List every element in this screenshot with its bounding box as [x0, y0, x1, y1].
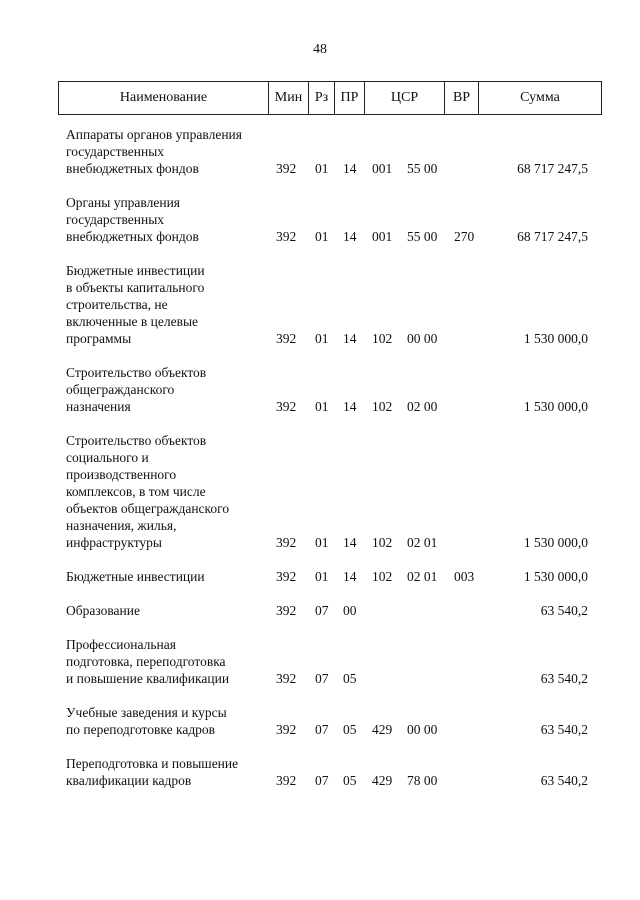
row-csr-code: 102	[372, 535, 393, 550]
row-min: 392	[276, 773, 297, 788]
header-csr: ЦСР	[365, 82, 445, 114]
row-pr: 14	[343, 535, 357, 550]
row-rz: 07	[315, 603, 329, 618]
row-min: 392	[276, 229, 297, 244]
row-sum: 63 540,2	[540, 773, 588, 788]
row-csr-sub: 55 00	[407, 229, 438, 244]
header-name: Наименование	[59, 82, 269, 114]
row-name: Переподготовка и повышение квалификации кадров	[66, 756, 239, 788]
row-csr-code: 429	[372, 773, 393, 788]
row-rz: 07	[315, 722, 329, 737]
row-pr: 14	[343, 569, 357, 584]
row-pr: 05	[343, 671, 357, 686]
row-csr-sub: 55 00	[407, 161, 438, 176]
row-csr-code: 102	[372, 569, 393, 584]
row-min: 392	[276, 399, 297, 414]
row-min: 392	[276, 161, 297, 176]
header-sum: Сумма	[520, 90, 560, 105]
row-sum: 63 540,2	[540, 722, 588, 737]
row-rz: 01	[315, 331, 329, 346]
row-sum: 63 540,2	[540, 671, 588, 686]
row-csr-code: 001	[372, 229, 393, 244]
row-csr-sub: 02 01	[407, 569, 438, 584]
row-name: Профессиональная подготовка, переподготовка и повышение квалификации	[66, 637, 230, 686]
row-sum: 68 717 247,5	[517, 229, 588, 244]
row-name: Учебные заведения и курсы по переподготовке кадров	[66, 705, 227, 737]
table-row	[0, 568, 640, 585]
row-sum: 1 530 000,0	[523, 331, 588, 346]
row-csr-sub: 00 00	[407, 722, 438, 737]
row-name: Строительство объектов общегражданского назначения	[66, 365, 207, 414]
row-sum: 1 530 000,0	[523, 569, 588, 584]
table-row	[0, 704, 640, 738]
row-pr: 14	[343, 161, 357, 176]
row-pr: 14	[343, 331, 357, 346]
row-pr: 05	[343, 773, 357, 788]
header-min: Мин	[269, 82, 309, 114]
table-row	[0, 755, 640, 789]
row-rz: 01	[315, 161, 329, 176]
row-csr-sub: 02 00	[407, 399, 438, 414]
table-row	[0, 602, 640, 619]
row-min: 392	[276, 535, 297, 550]
row-rz: 07	[315, 671, 329, 686]
row-name: Органы управления государственных внебюджетных фондов	[66, 195, 199, 244]
row-name: Аппараты органов управления государственных внебюджетных фондов	[66, 127, 242, 176]
row-name: Строительство объектов социального и производственного комплексов, в том числе объектов общегражданского назначения, жилья, инфраструктуры	[66, 433, 230, 550]
row-pr: 14	[343, 229, 357, 244]
row-min: 392	[276, 331, 297, 346]
table-row	[0, 126, 640, 177]
row-pr: 05	[343, 722, 357, 737]
row-csr-code: 102	[372, 399, 393, 414]
row-csr-code: 429	[372, 722, 393, 737]
row-min: 392	[276, 569, 297, 584]
row-csr-sub: 00 00	[407, 331, 438, 346]
row-min: 392	[276, 722, 297, 737]
row-vr: 270	[454, 229, 475, 244]
row-rz: 01	[315, 399, 329, 414]
header-rz: Рз	[309, 82, 335, 114]
row-min: 392	[276, 671, 297, 686]
row-name: Образование	[66, 603, 140, 618]
table-row	[0, 364, 640, 415]
header-vr: ВР	[445, 82, 479, 114]
header-pr: ПР	[335, 82, 365, 114]
row-csr-code: 001	[372, 161, 393, 176]
row-name: Бюджетные инвестиции	[66, 569, 205, 584]
row-csr-sub: 78 00	[407, 773, 438, 788]
row-rz: 01	[315, 569, 329, 584]
table-row	[0, 636, 640, 687]
row-sum: 1 530 000,0	[523, 399, 588, 414]
table-row	[0, 194, 640, 245]
row-rz: 01	[315, 535, 329, 550]
row-name: Бюджетные инвестиции в объекты капитального строительства, не включенные в целевые программы	[66, 263, 205, 346]
table-row	[0, 262, 640, 347]
row-csr-code: 102	[372, 331, 393, 346]
row-sum: 68 717 247,5	[517, 161, 588, 176]
row-pr: 14	[343, 399, 357, 414]
row-rz: 01	[315, 229, 329, 244]
row-rz: 07	[315, 773, 329, 788]
row-min: 392	[276, 603, 297, 618]
table-row	[0, 432, 640, 551]
page-number: 48	[313, 42, 327, 57]
row-pr: 00	[343, 603, 357, 618]
row-sum: 1 530 000,0	[523, 535, 588, 550]
row-csr-sub: 02 01	[407, 535, 438, 550]
table-header	[58, 81, 602, 115]
table-body	[0, 126, 640, 789]
row-sum: 63 540,2	[540, 603, 588, 618]
row-vr: 003	[454, 569, 475, 584]
